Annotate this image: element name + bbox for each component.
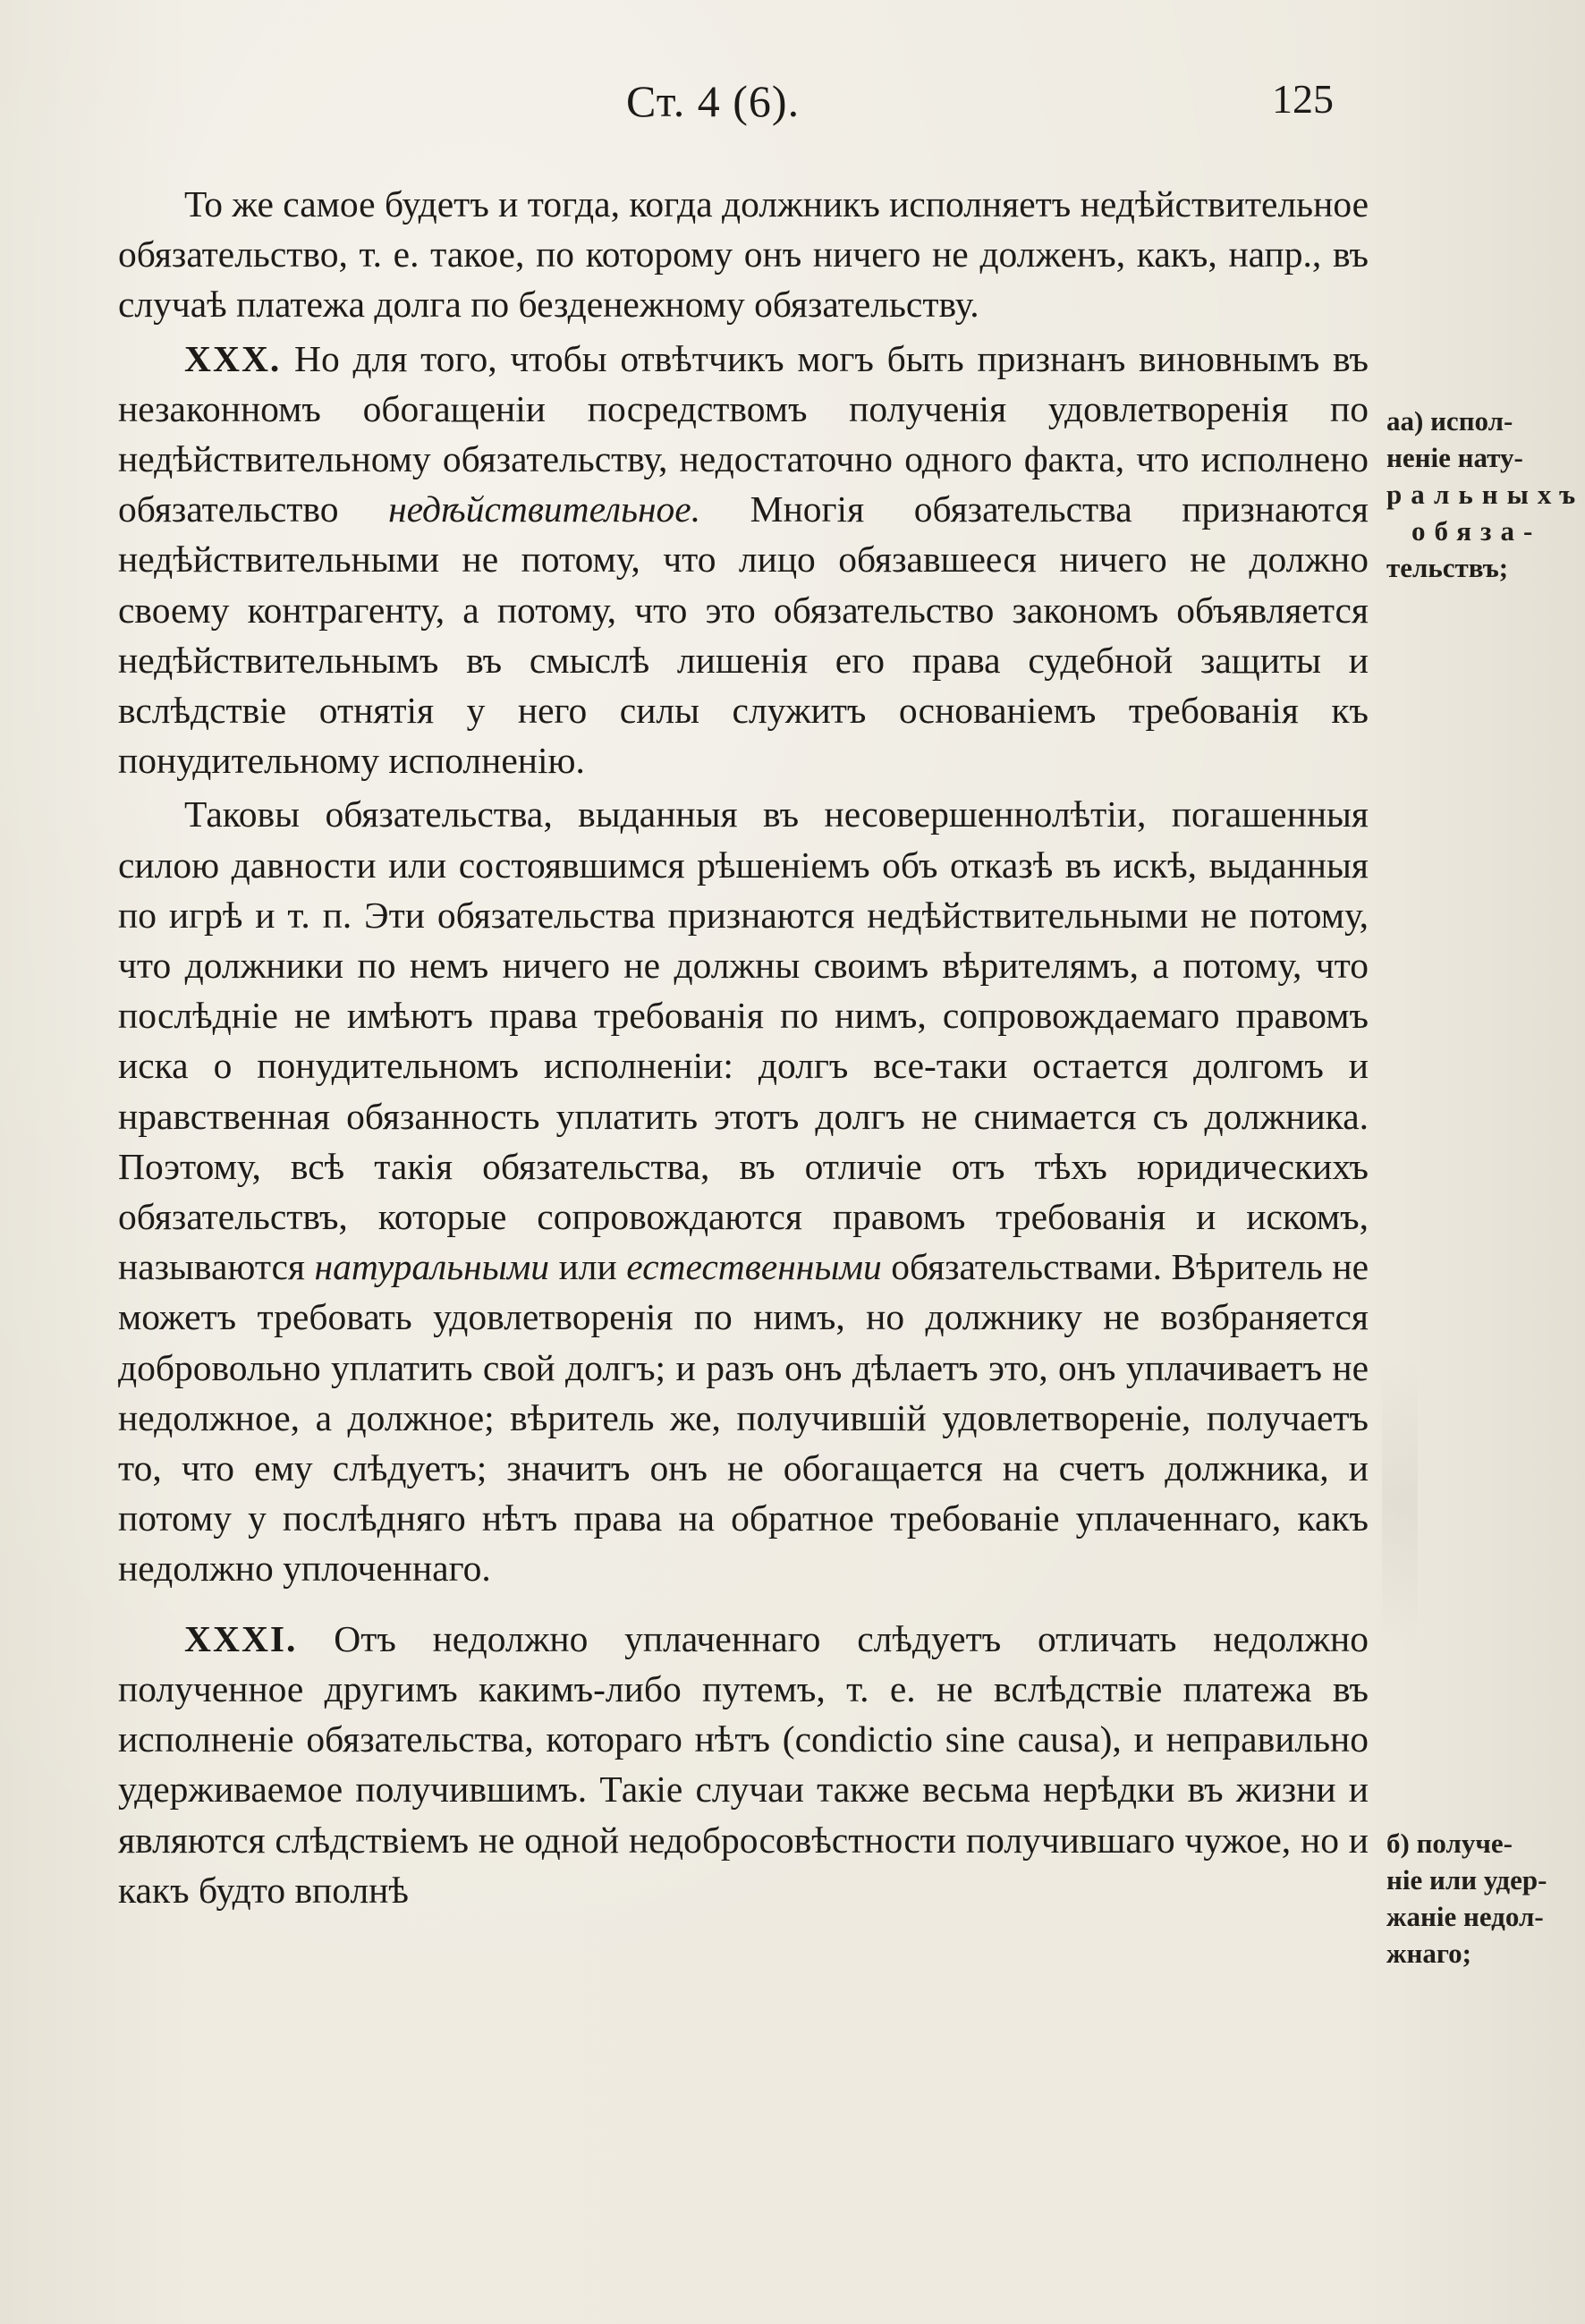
marginal-note-2-line-4: жнаго; <box>1386 1938 1471 1969</box>
paragraph-2-text-b: Многія обязательства признаются недѣйствительными не потому, что лицо обязавшееся ничего не должно своему контрагенту, а потому, что это обязательство закономъ объявляется недѣйствительнымъ въ смыслѣ лишенія его права судебной защиты и вслѣдствіе отнятія у него силы служитъ основаніемъ требованія къ понудительному исполненію. <box>118 488 1369 782</box>
marginal-note-natural-obligations <box>1386 403 1585 586</box>
paragraph-4-text: Отъ недолжно уплаченнаго слѣдуетъ отличать недолжно полученное другимъ какимъ-либо путемъ, т. е. не вслѣдствіе платежа въ исполненіе обязательства, котораго нѣтъ (condictio sine causa), и неправильно удерживаемое получившимъ. Такіе случаи также весьма нерѣдки въ жизни и являются слѣдствіемъ не одной недобросовѣстности получившаго чужое, но и какъ будто вполнѣ <box>118 1617 1369 1911</box>
emphasis-nedeistvitelnoe: недѣйствительное. <box>388 488 701 530</box>
section-number-xxxi: XXXI. <box>184 1617 298 1659</box>
paragraph-section-xxx <box>118 334 1369 786</box>
paragraph-section-xxxi <box>118 1614 1369 1915</box>
paragraph-3-text-mid: или <box>549 1246 627 1288</box>
paragraph-3 <box>118 789 1369 1593</box>
bleed-through-shadow <box>1382 1360 1418 1646</box>
emphasis-estestvennymi: естественными <box>626 1246 882 1288</box>
paragraph-1-text: То же самое будетъ и тогда, когда должникъ исполняетъ недѣйствительное обязательство, т. е. такое, по которому онъ ничего не долженъ, какъ, напр., въ случаѣ платежа долга по безденежному обязательству. <box>118 183 1369 326</box>
running-title: Ст. 4 (6). <box>626 76 801 126</box>
marginal-note-1-line-3: ральныхъ <box>1386 479 1585 510</box>
marginal-note-2-line-2: ніе или удер- <box>1386 1864 1547 1896</box>
marginal-note-undue-receipt <box>1386 1825 1576 1972</box>
paragraph-1 <box>118 179 1369 330</box>
marginal-note-1-line-1: аа) испол- <box>1386 405 1513 437</box>
paragraph-3-text-a: Таковы обязательства, выданныя въ несовершеннолѣтіи, погашенныя силою давности или состоявшимся рѣшеніемъ объ отказѣ въ искѣ, выданныя по игрѣ и т. п. Эти обязательства признаются недѣйствительными не потому, что должники по немъ ничего не должны своимъ вѣрителямъ, а потому, что послѣдніе не имѣютъ права требованія по нимъ, сопровождаемаго правомъ иска о понудительномъ исполненіи: долгъ все-таки остается долгомъ и нравственная обязанность уплатить этотъ долгъ не снимается съ должника. Поэтому, всѣ такія обязательства, въ отличіе отъ тѣхъ юридическихъ обязательствъ, которые сопровождаются правомъ требованія и искомъ, называются <box>118 793 1369 1288</box>
paragraph-3-text-b: обязательствами. Вѣритель не можетъ требовать удовлетворенія по нимъ, но должнику не возбраняется добровольно уплатить свой долгъ; и разъ онъ дѣлаетъ это, онъ уплачиваетъ не недолжное, а должное; вѣритель же, получившій удовлетвореніе, получаетъ то, что ему слѣдуетъ; значитъ онъ не обогащается на счетъ должника, и потому у послѣдняго нѣтъ права на обратное требованіе уплаченнаго, какъ недолжно уплоченнаго. <box>118 1246 1369 1590</box>
page-header <box>0 75 1585 138</box>
page-number: 125 <box>1272 76 1334 122</box>
marginal-note-2-line-1: б) получе- <box>1386 1828 1513 1859</box>
section-number-xxx: XXX. <box>184 337 282 379</box>
emphasis-naturalnymi: натуральными <box>314 1246 550 1288</box>
marginal-note-1-line-4: обяза- <box>1411 515 1542 547</box>
main-text <box>118 179 1369 1915</box>
marginal-note-1-line-2: неніе нату- <box>1386 442 1523 473</box>
marginal-note-1-line-5: тельствъ; <box>1386 552 1509 583</box>
paragraph-2-text-a: Но для того, чтобы отвѣтчикъ могъ быть признанъ виновнымъ въ незаконномъ обогащеніи посредствомъ полученія удовлетворенія по недѣйствительному обязательству, недостаточно одного факта, что исполнено обязательство <box>118 337 1369 530</box>
marginal-note-2-line-3: жаніе недол- <box>1386 1901 1544 1932</box>
